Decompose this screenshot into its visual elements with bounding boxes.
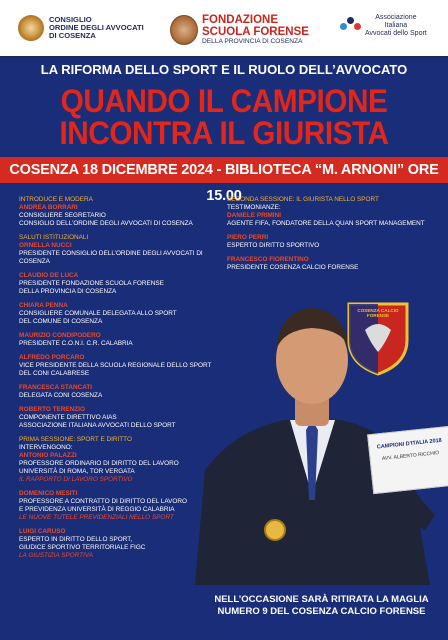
speaker-role: DEL COMUNE DI COSENZA: [19, 318, 103, 325]
talk-title: LE NUOVE TUTELE PREVIDENZIALI NELLO SPORT: [19, 514, 174, 521]
speaker-name: ORNELLA NUCCI: [19, 242, 72, 249]
speaker-name: CHIARA PENNA: [19, 302, 68, 309]
certificate: [367, 426, 448, 494]
speaker-role: DEL CONI CALABRESE: [19, 370, 90, 377]
speaker-name: CLAUDIO DE LUCA: [19, 272, 79, 279]
speaker-name: FRANCESCO FIORENTINO: [227, 256, 309, 263]
speaker-role: PRESIDENTE C.O.N.I. C.R. CALABRIA: [19, 340, 133, 347]
speaker-name: ANTONIO PALAZZI: [19, 452, 77, 459]
bottom-note: [195, 594, 448, 618]
logo3-line2: Italiana: [384, 22, 408, 29]
logo2-line1: FONDAZIONE: [202, 14, 279, 26]
poster-subtitle: LA RIFORMA DELLO SPORT E IL RUOLO DELL’AVVOCATO: [40, 62, 408, 77]
cosenza-calcio-forense-crest: [345, 300, 411, 376]
speaker-role: DELEGATA CONI COSENZA: [19, 392, 103, 399]
poster-title-line2: INCONTRA IL GIURISTA: [59, 115, 389, 151]
speaker-name: MAURIZIO CONDIPODERO: [19, 332, 101, 339]
people-icon: [340, 15, 362, 37]
talk-title: IL RAPPORTO DI LAVORO SPORTIVO: [19, 476, 133, 483]
logo2-line2: SCUOLA FORENSE: [202, 26, 309, 38]
logo3-text: [365, 14, 427, 38]
speaker-role: DELLA PROVINCIA DI COSENZA: [19, 288, 117, 295]
speaker-name: PIERO PERRI: [227, 234, 269, 241]
certificate-line2: AVV. ALBERTO RICCHIO: [381, 450, 440, 463]
program-entry: [19, 234, 219, 266]
session-label: PRIMA SESSIONE: SPORT E DIRITTO: [19, 436, 132, 443]
speaker-role: CONSIGLIO DELL’ORDINE DEGLI AVVOCATI DI COSENZA: [19, 220, 193, 227]
speaker-name: ANDREA BORRARI: [19, 204, 78, 211]
speaker-role: ASSOCIAZIONE ITALIANA AVVOCATI DELLO SPORT: [19, 422, 176, 429]
logo-fondazione-scuola-forense: [170, 14, 309, 46]
crest-text: COSENZA CALCIO FORENSE: [357, 308, 399, 318]
program-entry: [227, 234, 442, 250]
speaker-name: LUIGI CARUSO: [19, 528, 66, 535]
speaker-role: COMPONENTE DIRETTIVO AIAS: [19, 414, 117, 421]
speaker-name: FRANCESCA STANCATI: [19, 384, 93, 391]
speaker-role: PROFESSORE ORDINARIO DI DIRITTO DEL LAVORO: [19, 460, 179, 467]
talk-title: LA GIUSTIZIA SPORTIVA: [19, 552, 93, 559]
speaker-role: PRESIDENTE COSENZA CALCIO FORENSE: [227, 264, 359, 271]
speaker-name: ALFREDO PORCARO: [19, 354, 85, 361]
logo-aias: [340, 14, 427, 38]
bottom-note-line2: NUMERO 9 DEL COSENZA CALCIO FORENSE: [217, 606, 426, 617]
speaker-name: DANIELE PRIMINI: [227, 212, 281, 219]
session-label: SECONDA SESSIONE: IL GIURISTA NELLO SPORT: [227, 196, 379, 203]
session-sub-label: INTERVENGONO:: [19, 444, 73, 451]
speaker-role: VICE PRESIDENTE DELLA SCUOLA REGIONALE DELLO SPORT: [19, 362, 212, 369]
speaker-name: ROBERTO TERENZIO: [19, 406, 85, 413]
logo1-line1: CONSIGLIO: [49, 14, 92, 24]
speaker-name: DOMENICO MESITI: [19, 490, 78, 497]
event-info-band: COSENZA 18 DICEMBRE 2024 - BIBLIOTECA “M. ARNONI” ORE 15.00: [0, 157, 448, 183]
speaker-role: ESPERTO DIRITTO SPORTIVO: [227, 242, 320, 249]
poster-title-line1: QUANDO IL CAMPIONE: [60, 83, 388, 119]
header-bar: [0, 0, 448, 58]
logo1-line2: ORDINE DEGLI AVVOCATI: [49, 22, 144, 32]
speaker-role: PRESIDENTE FONDAZIONE SCUOLA FORENSE: [19, 280, 164, 287]
speaker-role: E PREVIDENZA UNIVERSITÀ DI REGGIO CALABRIA: [19, 506, 175, 513]
seal-icon: [18, 15, 44, 41]
speaker-role: GIUDICE SPORTIVO TERRITORIALE FIGC: [19, 544, 146, 551]
speaker-role: ESPERTO IN DIRITTO DELLO SPORT,: [19, 536, 133, 543]
speaker-role: UNIVERSITÀ DI ROMA, TOR VERGATA: [19, 468, 135, 475]
speaker-role: CONSIGLIERE COMUNALE DELEGATA ALLO SPORT: [19, 310, 177, 317]
logo3-line3: Avvocati dello Sport: [365, 30, 427, 37]
logo1-line3: DI COSENZA: [49, 31, 96, 41]
logo1-text: [49, 16, 144, 41]
bottom-note-line1: NELL’OCCASIONE SARÀ RITIRATA LA MAGLIA: [214, 594, 429, 605]
session-label: SALUTI ISTITUZIONALI: [19, 234, 89, 241]
speaker-role: COSENZA: [19, 258, 50, 265]
logo2-text: [202, 14, 309, 46]
program-right-column: [227, 196, 442, 278]
program-entry: [227, 196, 442, 228]
speaker-role: AGENTE FIFA, FONDATORE DELLA QUAN SPORT MANAGEMENT: [227, 220, 425, 227]
program-entry: [19, 196, 219, 228]
speaker-role: PROFESSORE A CONTRATTO DI DIRITTO DEL LAVORO: [19, 498, 187, 505]
certificate-line1: CAMPIONI D'ITALIA 2018: [376, 437, 443, 451]
profile-seal-icon: [170, 15, 198, 45]
speaker-role: PRESIDENTE CONSIGLIO DELL’ORDINE DEGLI AVVOCATI DI: [19, 250, 203, 257]
logo2-line3: DELLA PROVINCIA DI COSENZA: [202, 38, 303, 45]
session-sub-label: TESTIMONIANZE:: [227, 204, 281, 211]
logo-ordine-avvocati: [18, 15, 144, 41]
session-label: INTRODUCE E MODERA: [19, 196, 93, 203]
speaker-role: CONSIGLIERE SEGRETARIO: [19, 212, 106, 219]
logo3-line1: Associazione: [375, 14, 417, 21]
program-entry: [227, 256, 442, 272]
